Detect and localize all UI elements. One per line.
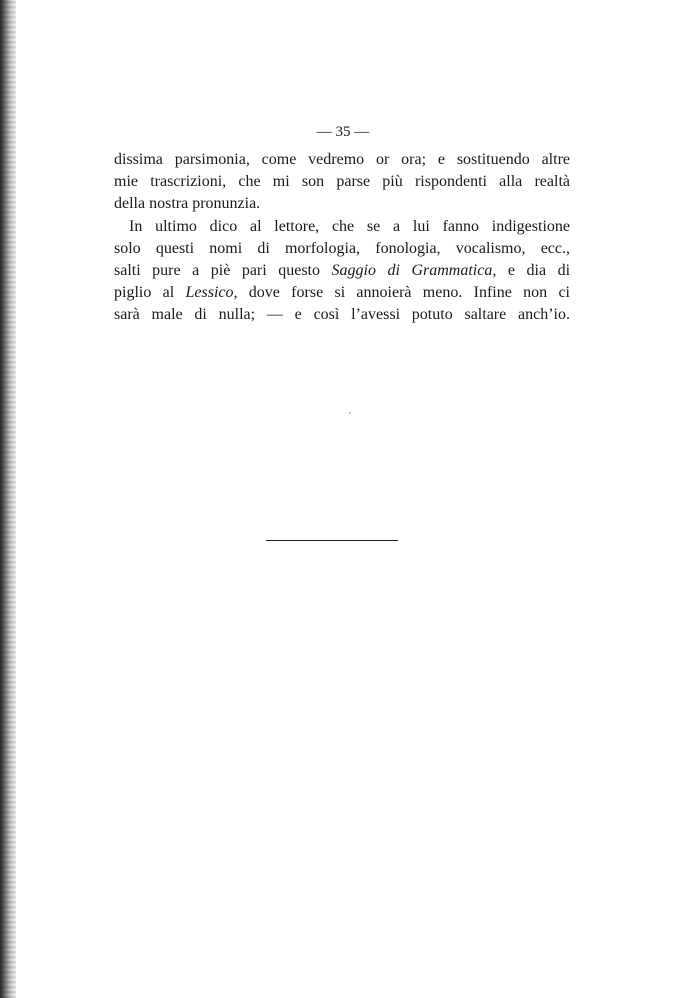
scan-binding-edge [0,0,16,998]
paragraph-2 [114,216,570,327]
page-number: — 35 — [316,124,370,140]
book-title-lessico: Lessico, [185,284,238,302]
text-segment: piglio al [114,284,186,302]
text-line: della nostra pronunzia. [114,195,261,213]
text-line: dissima parsimonia, come vedremo or ora; e sostituendo altre [114,151,570,168]
text-line: sarà male di nulla; — e così l’avessi potuto saltare anch’io. [114,306,570,324]
paper-speck [349,412,351,414]
text-segment: e dia di [496,262,571,280]
text-line-with-title [114,260,570,282]
paragraph-1 [114,149,570,216]
section-end-rule [266,540,398,541]
text-segment: salti pure a piè pari questo [114,262,332,280]
book-title-saggio: Saggio di Grammatica, [331,262,497,280]
text-segment: dove forse si annoierà meno. Infine non ci [237,284,570,302]
text-line: mie trascrizioni, che mi son parse più rispondenti alla realtà [114,173,570,191]
text-line-with-title [114,282,570,304]
book-page [114,121,570,327]
text-line: solo questi nomi di morfologia, fonologia, vocalismo, ecc., [114,239,570,257]
text-line: In ultimo dico al lettore, che se a lui fanno indigestione [129,217,570,235]
